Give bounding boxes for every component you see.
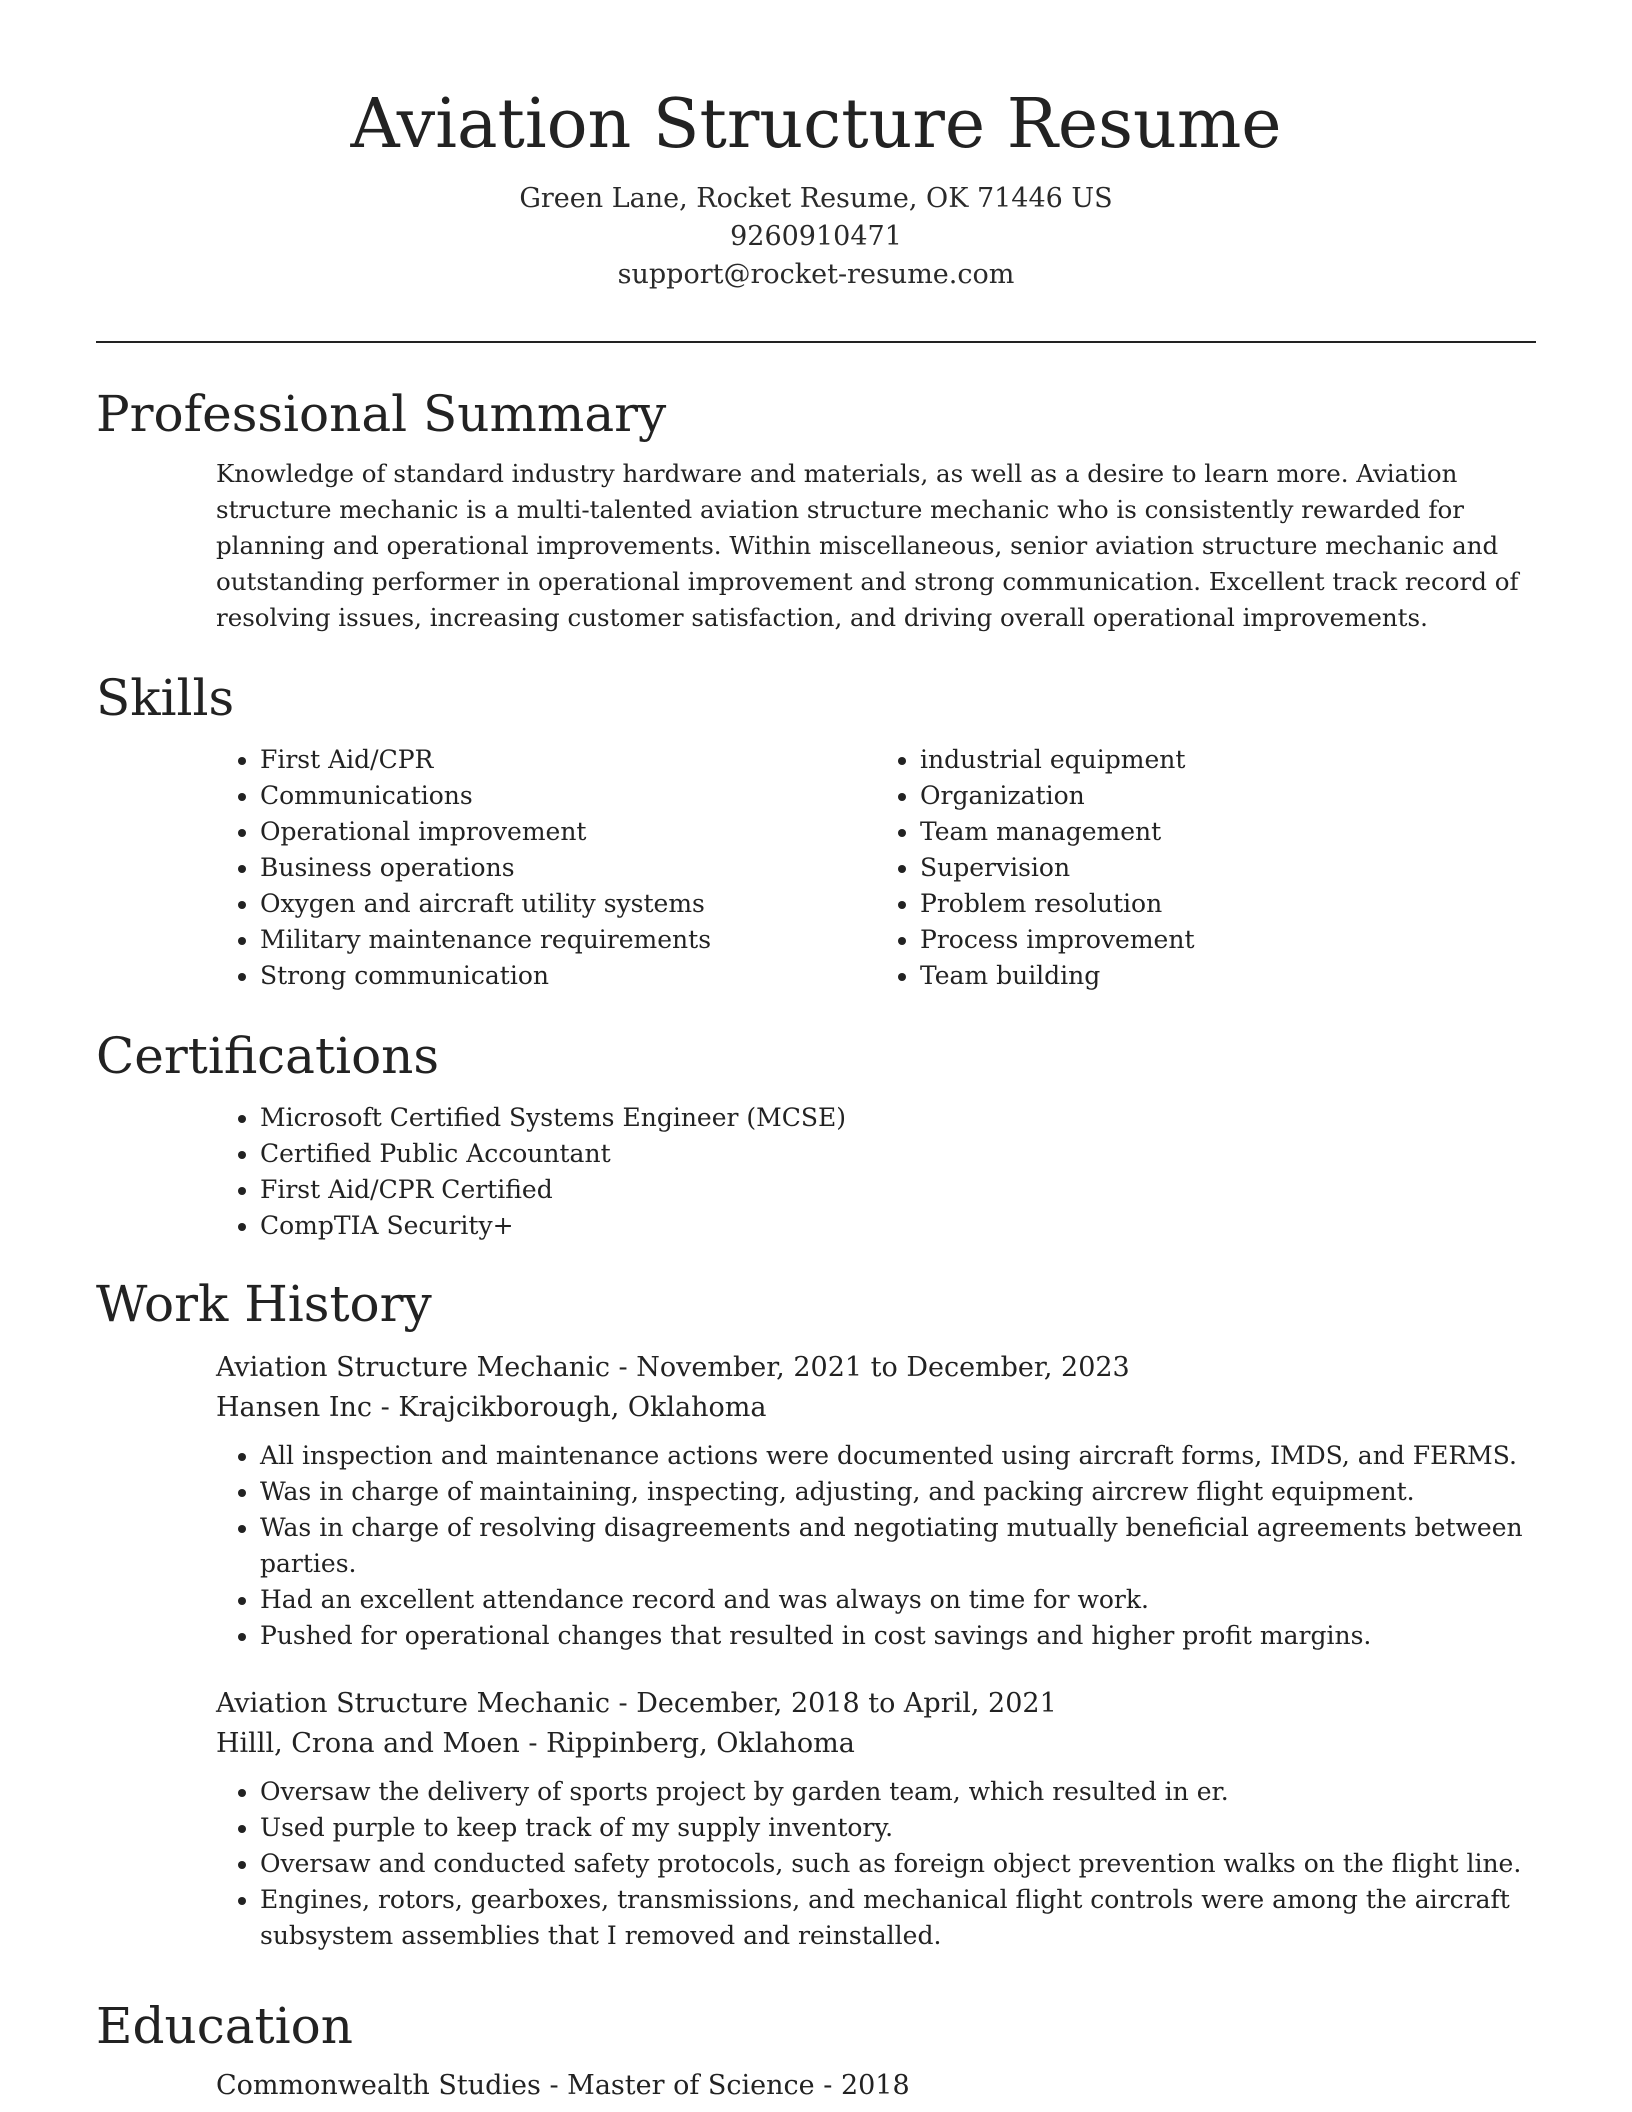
resume-header — [0, 0, 1632, 294]
list-item: • Supervision — [920, 850, 1536, 886]
list-item: • Team management — [920, 814, 1536, 850]
job-title-line: Aviation Structure Mechanic - November, 2021 to December, 2023 — [216, 1352, 1130, 1383]
job-title: Aviation Structure Mechanic — [216, 1688, 610, 1719]
education-section — [96, 1994, 1536, 2106]
contact-block — [0, 180, 1632, 294]
work-history-heading: Work History — [96, 1275, 432, 1333]
resume-title: Aviation Structure Resume — [350, 85, 1282, 164]
list-item: • Strong communication — [260, 958, 876, 994]
skills-heading: Skills — [96, 669, 235, 727]
contact-address: Green Lane, Rocket Resume, OK 71446 US — [519, 183, 1113, 214]
education-entry: Commonwealth Studies - Master of Science - 2018 — [216, 2070, 910, 2101]
certifications-body — [216, 1100, 1536, 1244]
list-item: • First Aid/CPR — [260, 742, 876, 778]
job-company: Hilll, Crona and Moen — [216, 1728, 520, 1759]
certifications-heading: Certifications — [96, 1027, 440, 1085]
list-item: • Organization — [920, 778, 1536, 814]
list-item: • Military maintenance requirements — [260, 922, 876, 958]
certifications-section — [96, 1024, 1536, 1244]
education-heading: Education — [96, 1997, 353, 2055]
list-item: • Certified Public Accountant — [260, 1136, 1536, 1172]
job-bullets — [216, 1774, 1536, 1954]
list-item: • Engines, rotors, gearboxes, transmissions, and mechanical flight controls were among the aircraft subsystem assemblies that I removed and reinstalled. — [260, 1882, 1536, 1954]
skills-section — [96, 666, 1536, 994]
list-item: • Communications — [260, 778, 876, 814]
list-item: • Had an excellent attendance record and was always on time for work. — [260, 1582, 1536, 1618]
certifications-list — [216, 1100, 1536, 1244]
list-item: • Oversaw and conducted safety protocols, such as foreign object prevention walks on the flight line. — [260, 1846, 1536, 1882]
header-divider — [96, 341, 1536, 343]
contact-email: support@rocket-resume.com — [617, 259, 1015, 290]
list-item: • Process improvement — [920, 922, 1536, 958]
summary-text: Knowledge of standard industry hardware and materials, as well as a desire to learn more. Aviation structure mechanic is a multi-talented aviation structure mechanic who is consistently rewarded for planning and operational improvements. Within miscellaneous, senior aviation structure mechanic and outstanding performer in operational improvement and strong communication. Excellent track record of resolving issues, increasing customer satisfaction, and driving overall operational improvements. — [216, 459, 1519, 632]
job-dates: December, 2018 to April, 2021 — [636, 1688, 1057, 1719]
job-company-line: Hansen Inc - Krajcikborough, Oklahoma — [216, 1392, 767, 1423]
list-item: • Was in charge of maintaining, inspecting, adjusting, and packing aircrew flight equipment. — [260, 1474, 1536, 1510]
job-entry — [216, 1684, 1536, 1954]
list-item: • Was in charge of resolving disagreements and negotiating mutually beneficial agreements between parties. — [260, 1510, 1536, 1582]
list-item: • First Aid/CPR Certified — [260, 1172, 1536, 1208]
list-item: • Business operations — [260, 850, 876, 886]
list-item: • All inspection and maintenance actions were documented using aircraft forms, IMDS, and FERMS. — [260, 1438, 1536, 1474]
list-item: • Problem resolution — [920, 886, 1536, 922]
skills-list-right — [876, 742, 1536, 994]
job-entry — [216, 1348, 1536, 1654]
list-item: • Oversaw the delivery of sports project by garden team, which resulted in er. — [260, 1774, 1536, 1810]
job-location: Rippinberg, Oklahoma — [546, 1728, 855, 1759]
skills-list-left — [216, 742, 876, 994]
job-location: Krajcikborough, Oklahoma — [398, 1392, 767, 1423]
list-item: • Team building — [920, 958, 1536, 994]
list-item: • industrial equipment — [920, 742, 1536, 778]
list-item: • Used purple to keep track of my supply inventory. — [260, 1810, 1536, 1846]
job-title: Aviation Structure Mechanic — [216, 1352, 610, 1383]
list-item: • Oxygen and aircraft utility systems — [260, 886, 876, 922]
summary-section — [96, 382, 1536, 636]
job-company: Hansen Inc — [216, 1392, 373, 1423]
work-history-section — [96, 1272, 1536, 1954]
contact-phone: 9260910471 — [730, 221, 902, 252]
list-item: • Operational improvement — [260, 814, 876, 850]
list-item: • Microsoft Certified Systems Engineer (MCSE) — [260, 1100, 1536, 1136]
job-company-line: Hilll, Crona and Moen - Rippinberg, Oklahoma — [216, 1728, 855, 1759]
job-bullets — [216, 1438, 1536, 1654]
skills-columns — [216, 742, 1536, 994]
list-item: • CompTIA Security+ — [260, 1208, 1536, 1244]
job-title-line: Aviation Structure Mechanic - December, 2018 to April, 2021 — [216, 1688, 1057, 1719]
list-item: • Pushed for operational changes that resulted in cost savings and higher profit margins. — [260, 1618, 1536, 1654]
summary-heading: Professional Summary — [96, 385, 667, 443]
job-dates: November, 2021 to December, 2023 — [636, 1352, 1130, 1383]
